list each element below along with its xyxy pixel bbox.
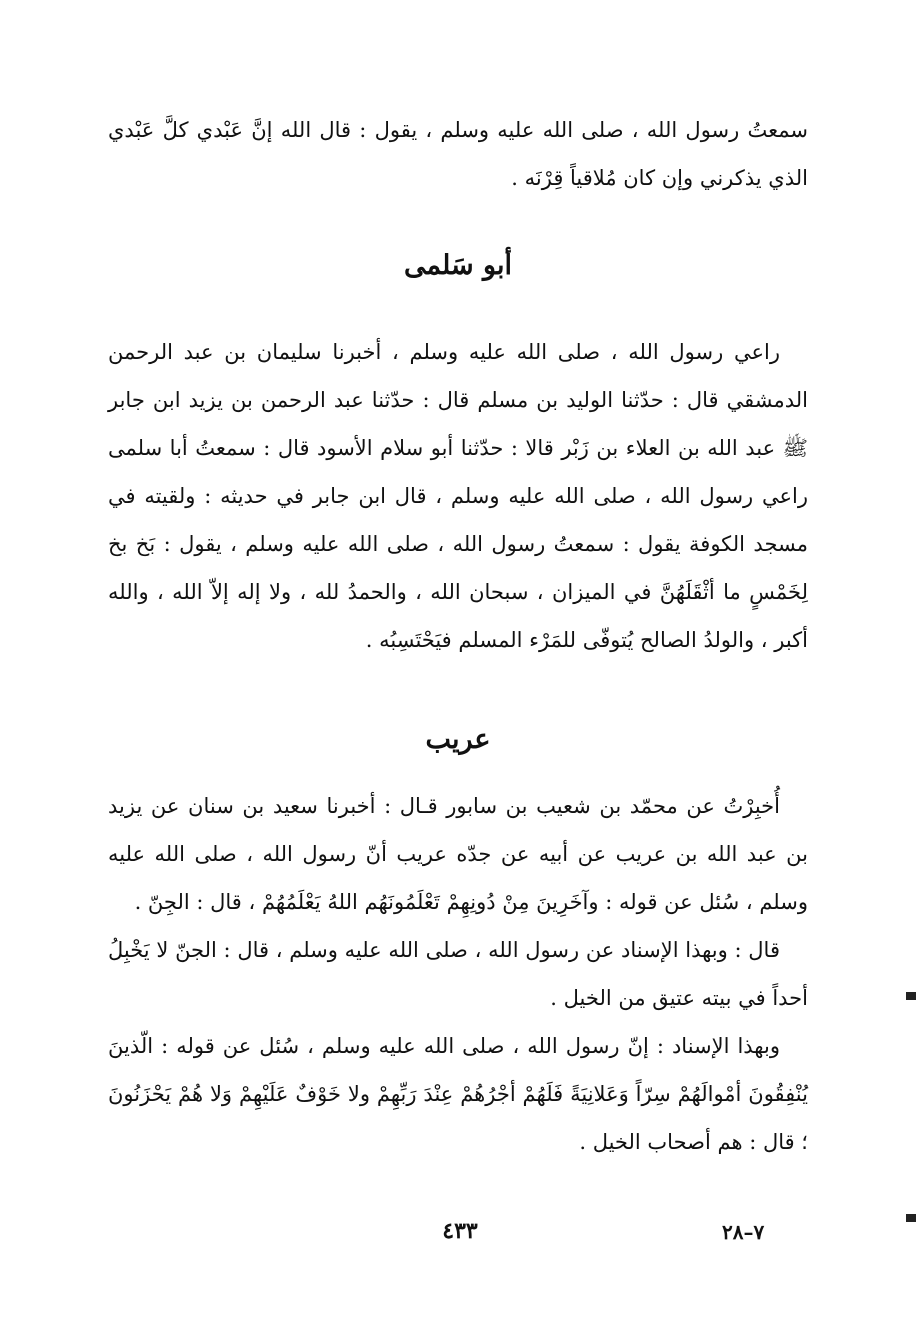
text-line: سمعتُ أبا سلمى راعي رسول الله ، صلى الله عليه وسلم ، قال ابن جابر [108, 436, 808, 508]
text-line: ولا خَوْفٌ عَلَيْهِمْ وَلا هُمْ يَحْزَنُونَ ؛ قال : هم أصحاب الخيل . [108, 1082, 808, 1154]
text-line: لا يَخْبِلُ أحداً في بيته عتيق من الخيل . [108, 938, 808, 1010]
intro-paragraph [108, 106, 808, 202]
text-line: عَبْدي الذي يذكرني وإن كان مُلاقياً قِرْنَه . [108, 118, 808, 190]
section-heading-arib: عريب [425, 724, 491, 755]
text-line: وسلم ، يقول : بَخ بخ لِخَمْسٍ ما أثْقَلَهُنَّ في الميزان ، سبحان الله ، [108, 532, 808, 604]
text-line: فيَحْتَسِبُه . [365, 628, 452, 652]
text-line: قال : وبهذا الإسناد عن رسول الله ، صلى الله عليه وسلم ، قال : الجنّ [175, 938, 780, 962]
text-line: اللهُ يَعْلَمُهُمْ ، قال : الجِنّ . [134, 890, 358, 914]
text-line: عن يزيد بن عبد الله بن عريب عن أبيه عن جدّه عريب أنّ رسول الله ، [108, 794, 808, 866]
scan-edge-mark [906, 992, 916, 1000]
body-paragraph [108, 782, 808, 926]
text-line: سمعتُ رسول الله ، صلى الله عليه وسلم ، يقول : قال الله إنَّ عَبْدي كلَّ [162, 118, 808, 142]
text-line: ابن جابر ﷺ عبد الله بن العلاء بن زَبْر قالا : حدّثنا أبو سلام الأسود قال : [108, 388, 808, 460]
text-line: الّذينَ يُنْفِقُونَ أمْوالَهُمْ سِرّاً وَعَلانِيَةً فَلَهُمْ أجْرُهُمْ عِنْدَ رَبِّهِمْ [108, 1034, 808, 1106]
text-line: والحمدُ لله ، ولا إله إلاّ الله ، والله أكبر ، والولدُ الصالح يُتوفّى للمَرْء المسلم [108, 580, 808, 652]
intro-text [108, 106, 808, 202]
section-abu-salma-body [108, 328, 808, 664]
text-line: أُخبِرْتُ عن محمّد بن شعيب بن سابور قـال : أخبرنا سعيد بن سنان [188, 794, 780, 818]
text-line: راعي رسول الله ، صلى الله عليه وسلم ، أخبرنا سليمان بن عبد الرحمن [108, 340, 780, 364]
section-arib-body [108, 782, 808, 1166]
text-line: وبهذا الإسناد : إنّ رسول الله ، صلى الله عليه وسلم ، سُئل عن قوله : [161, 1034, 780, 1058]
body-paragraph [108, 926, 808, 1022]
text-line: في حديثه : ولقيته في مسجد الكوفة يقول : سمعتُ رسول الله ، صلى الله عليه [108, 484, 808, 556]
page-number: ٤٣٣ [442, 1218, 478, 1244]
scan-edge-mark [906, 1214, 916, 1222]
text-line: الدمشقي قال : حدّثنا الوليد بن مسلم قال : حدّثنا عبد الرحمن بن يزيد [188, 388, 808, 412]
body-paragraph [108, 328, 808, 664]
text-line: صلى الله عليه وسلم ، سُئل عن قوله : وآخَرِينَ مِنْ دُونِهِمْ تَعْلَمُونَهُم [108, 842, 808, 914]
signature-mark: ٧–٢٨ [722, 1220, 765, 1244]
body-paragraph [108, 1022, 808, 1166]
section-heading-abu-salma: أبو سَلمى [403, 250, 513, 281]
